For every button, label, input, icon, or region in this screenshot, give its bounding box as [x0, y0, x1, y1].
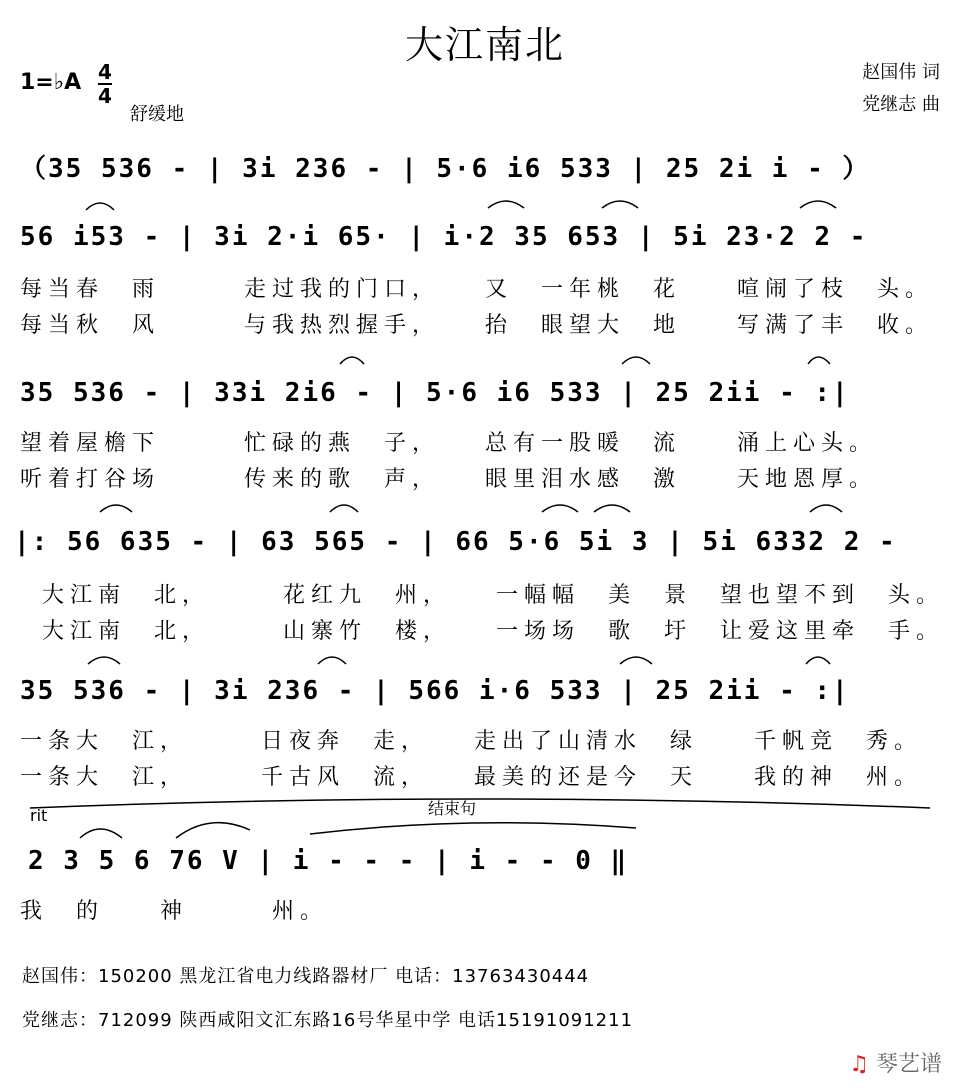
lyric-line-5a: 一条大 江， 日夜奔 走， 走出了山清水 绿 千帆竞 秀。 [20, 729, 923, 754]
lyric-line-3a: 望着屋檐下 忙碌的燕 子， 总有一股暖 流 涌上心头。 [20, 431, 878, 456]
notation-line-1: （35 536 - | 3i 236 - | 5·6 i6 533 | 25 2i i - ） [20, 154, 871, 184]
lyric-line-2b: 每当秋 风 与我热烈握手， 抬 眼望大 地 写满了丰 收。 [20, 313, 934, 338]
lyric-line-2a: 每当春 雨 走过我的门口， 又 一年桃 花 喧闹了枝 头。 [20, 277, 934, 302]
notation-line-3: 35 536 - | 33i 2i6 - | 5·6 i6 533 | 25 2ii - :| [20, 378, 850, 408]
rit-span-bracket [30, 799, 930, 808]
slur-mark [330, 505, 358, 512]
notation-line-6: 2 3 5 6 76 V | i - - - | i - - 0 ‖ [28, 846, 629, 876]
lyric-line-3b: 听着打谷场 传来的歌 声， 眼里泪水感 激 天地恩厚。 [20, 467, 878, 492]
slur-mark [340, 357, 364, 364]
notation-line-4: |: 56 635 - | 63 565 - | 66 5·6 5i 3 | 5i 6332 2 - [14, 527, 897, 557]
composer-credit: 党继志 曲 [862, 94, 940, 115]
slur-mark [602, 201, 638, 208]
slur-mark [488, 201, 524, 208]
slur-mark [88, 657, 120, 664]
slur-mark [594, 505, 630, 512]
slur-mark [86, 203, 114, 210]
slur-mark [808, 357, 830, 364]
time-sig-top: 4 [98, 60, 112, 84]
lyric-line-4a: 大江南 北， 花红九 州， 一幅幅 美 景 望也望不到 头。 [42, 583, 945, 608]
key-signature: 1=♭A [20, 70, 82, 95]
tempo-marking: 舒缓地 [130, 104, 184, 125]
notation-line-2: 56 i53 - | 3i 2·i 65· | i·2 35 653 | 5i 23·2 2 - [20, 222, 868, 252]
footer-contact-lyricist: 赵国伟：150200 黑龙江省电力线路器材厂 电话：13763430444 [22, 966, 590, 987]
ending-slur [310, 823, 636, 834]
slur-mark [810, 505, 842, 512]
slur-mark [542, 505, 578, 512]
slur-mark [176, 823, 250, 838]
notation-line-5: 35 536 - | 3i 236 - | 566 i·6 533 | 25 2ii - :| [20, 676, 850, 706]
lyric-line-6: 我 的 神 州。 [20, 899, 329, 924]
watermark-text: 琴艺谱 [875, 1052, 942, 1077]
footer-contact-composer: 党继志：712099 陕西咸阳文汇东路16号华星中学 电话15191091211 [22, 1010, 634, 1031]
slur-mark [622, 357, 650, 364]
time-sig-bottom: 4 [98, 84, 112, 108]
slur-mark [100, 505, 132, 512]
slur-mark [620, 657, 652, 664]
ending-phrase-label: 结束句 [428, 799, 477, 818]
lyricist-credit: 赵国伟 词 [862, 62, 940, 83]
watermark-logo-icon: ♫ [849, 1052, 869, 1077]
slur-mark [806, 657, 830, 664]
rit-marking: rit [30, 806, 48, 825]
slur-mark [318, 657, 346, 664]
song-title: 大江南北 [404, 23, 565, 67]
watermark [849, 1047, 942, 1078]
slur-mark [800, 201, 836, 208]
lyric-line-5b: 一条大 江， 千古风 流， 最美的还是今 天 我的神 州。 [20, 765, 923, 790]
slur-mark [80, 829, 122, 838]
lyric-line-4b: 大江南 北， 山寨竹 楼， 一场场 歌 圩 让爱这里牵 手。 [42, 619, 945, 644]
